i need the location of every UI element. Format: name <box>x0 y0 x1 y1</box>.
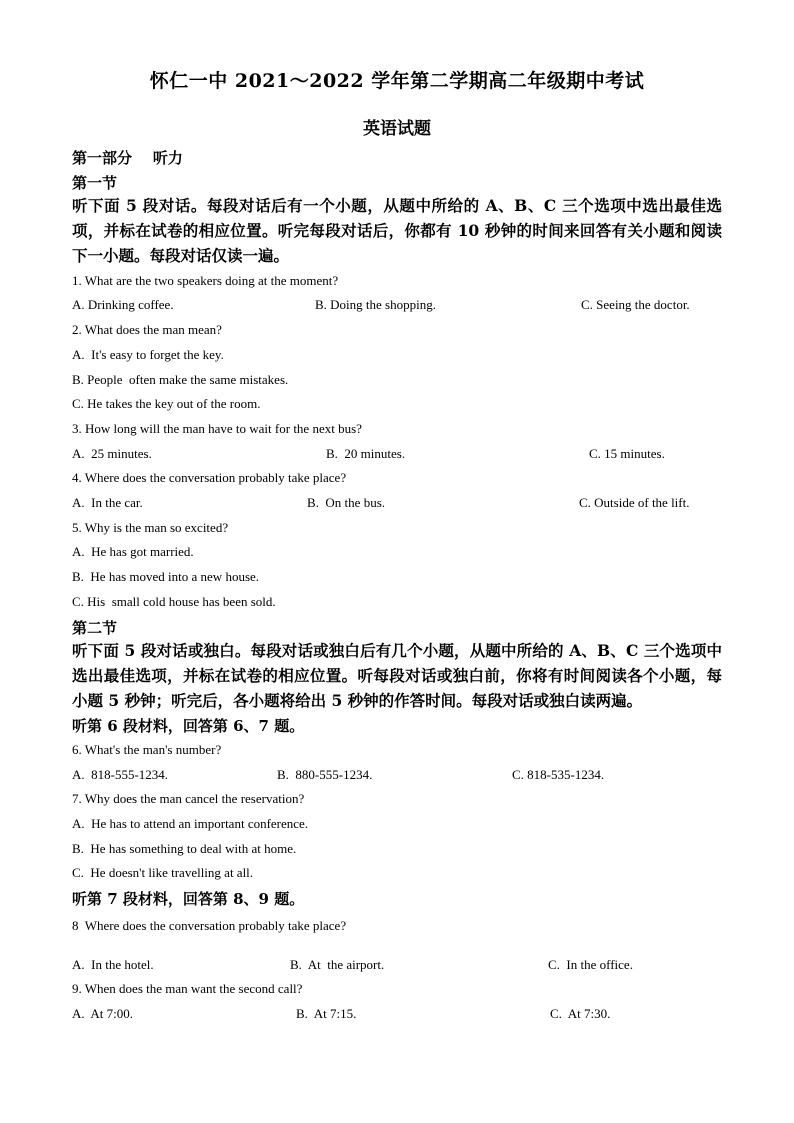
section2-instruction: 听下面 5 段对话或独白。每段对话或独白后有几个小题，从题中所给的 A、B、C 三个选项中选出最佳选项，并标在试卷的相应位置。听每段对话或独白前，你将有时间阅读各个小题，每小题 5 秒钟；听完后，各小题将给出 5 秒钟的作答时间。每段对话或独白读两遍。 <box>72 641 722 710</box>
exam-subtitle: 英语试题 <box>363 119 431 139</box>
section1-instruction: 听下面 5 段对话。每段对话后有一个小题，从题中所给的 A、B、C 三个选项中选出最佳选项，并标在试卷的相应位置。听完每段对话后，你都有 10 秒钟的时间来回答有关小题和阅读下一小题。每段对话仅读一遍。 <box>72 196 722 265</box>
option-c: C. His small cold house has been sold. <box>72 594 276 609</box>
material-heading: 听第 7 段材料，回答第 8、9 题。 <box>72 890 305 908</box>
option-a: A. It's easy to forget the key. <box>72 347 224 362</box>
option-b: B. 880-555-1234. <box>277 767 373 782</box>
option-a: A. At 7:00. <box>72 1006 134 1021</box>
question-stem: 5. Why is the man so excited? <box>72 520 229 535</box>
question-stem: 6. What's the man's number? <box>72 742 222 757</box>
question-stem: 9. When does the man want the second call? <box>72 981 303 996</box>
option-c: C. 15 minutes. <box>589 446 665 461</box>
section1-heading: 第一节 <box>72 174 118 192</box>
option-c: C. In the office. <box>548 957 633 972</box>
option-c: C. Seeing the doctor. <box>581 297 690 312</box>
option-a: A. 25 minutes. <box>72 446 152 461</box>
option-c: C. He takes the key out of the room. <box>72 396 261 411</box>
option-c: C. Outside of the lift. <box>579 495 690 510</box>
question-stem: 1. What are the two speakers doing at the moment? <box>72 273 339 288</box>
option-c: C. He doesn't like travelling at all. <box>72 865 254 880</box>
option-c: C. 818-535-1234. <box>512 767 605 782</box>
question-stem: 3. How long will the man have to wait for the next bus? <box>72 421 362 436</box>
option-b: B. 20 minutes. <box>326 446 406 461</box>
option-c: C. At 7:30. <box>550 1006 611 1021</box>
option-b: B. At 7:15. <box>296 1006 357 1021</box>
option-b: B. On the bus. <box>307 495 385 510</box>
material-heading: 听第 6 段材料，回答第 6、7 题。 <box>72 717 305 735</box>
option-a: A. He has to attend an important conference. <box>72 816 309 831</box>
question-stem: 4. Where does the conversation probably take place? <box>72 470 347 485</box>
option-a: A. 818-555-1234. <box>72 767 169 782</box>
section2-heading: 第二节 <box>72 619 118 637</box>
exam-title: 怀仁一中 2021～2022 学年第二学期高二年级期中考试 <box>149 70 645 92</box>
option-a: A. He has got married. <box>72 544 194 559</box>
option-b: B. Doing the shopping. <box>315 297 436 312</box>
option-b: B. People often make the same mistakes. <box>72 372 289 387</box>
part-heading: 第一部分 听力 <box>72 149 183 167</box>
option-b: B. He has something to deal with at home. <box>72 841 297 856</box>
option-a: A. In the hotel. <box>72 957 154 972</box>
option-b: B. He has moved into a new house. <box>72 569 260 584</box>
option-a: A. In the car. <box>72 495 143 510</box>
option-b: B. At the airport. <box>290 957 385 972</box>
question-stem: 8 Where does the conversation probably take place? <box>72 918 347 933</box>
question-stem: 2. What does the man mean? <box>72 322 222 337</box>
option-a: A. Drinking coffee. <box>72 297 174 312</box>
question-stem: 7. Why does the man cancel the reservation? <box>72 791 305 806</box>
